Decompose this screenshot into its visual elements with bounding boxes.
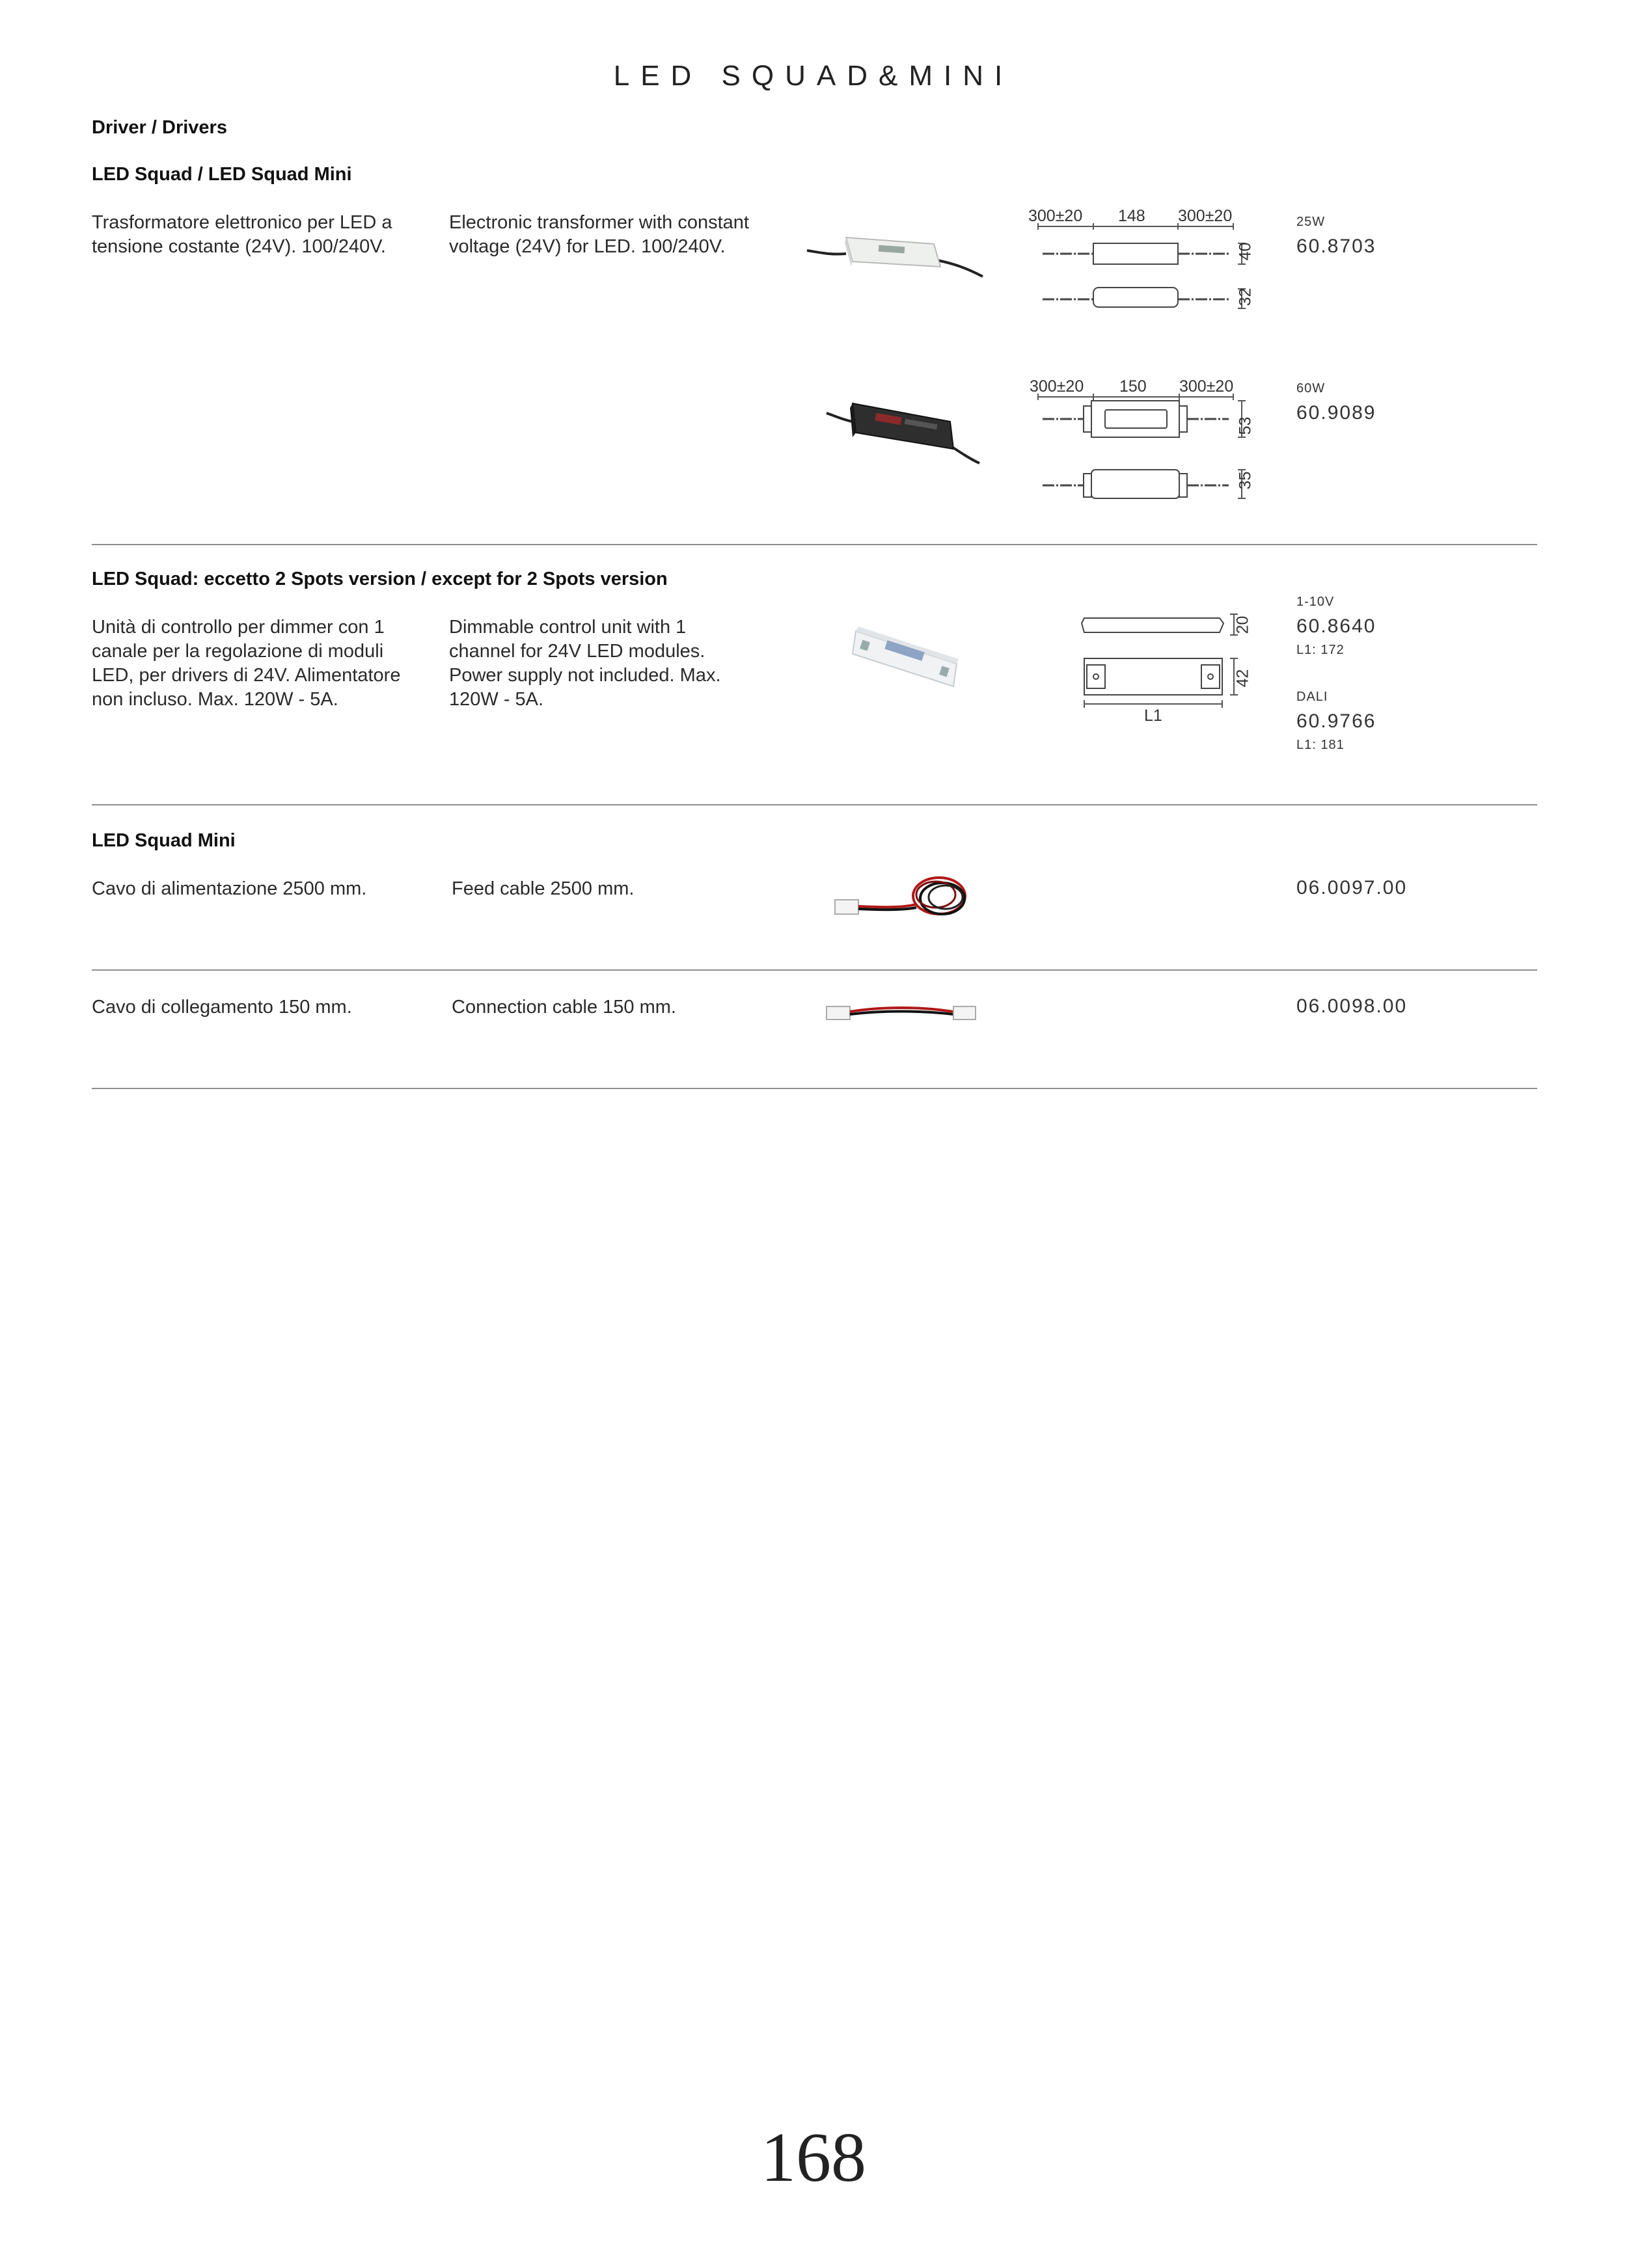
- row1-desc-it: Cavo di alimentazione 2500 mm.: [92, 878, 367, 899]
- dim3-height: 20: [1233, 615, 1252, 634]
- dim2-depth: 35: [1236, 471, 1255, 490]
- driver-25w-image: [807, 221, 983, 286]
- dim3-width: 42: [1233, 669, 1252, 688]
- dim3-drawing: [1080, 612, 1250, 729]
- item2-power: 60W: [1296, 381, 1326, 396]
- dim1-left: 300±20: [1028, 207, 1083, 225]
- variant-1-length: L1: 172: [1296, 643, 1345, 657]
- row1-desc-en: Feed cable 2500 mm.: [452, 878, 635, 899]
- row1-code: 06.0097.00: [1296, 877, 1408, 898]
- section-title: Driver / Drivers: [92, 117, 227, 138]
- connection-cable-image: [823, 992, 979, 1031]
- variant-2-label: DALI: [1296, 690, 1328, 704]
- divider: [92, 1088, 1537, 1089]
- variant-1-code: 60.8640: [1296, 615, 1376, 637]
- dim1-drawing: [1035, 221, 1256, 312]
- variant-1-label: 1-10V: [1296, 595, 1335, 609]
- item2-code: 60.9089: [1296, 402, 1376, 424]
- dim1-depth: 32: [1236, 288, 1255, 306]
- page-title: LED SQUAD&MINI: [613, 60, 1014, 92]
- dim1-height: 40: [1236, 242, 1255, 261]
- divider: [92, 544, 1537, 545]
- row2-desc-it: Cavo di collegamento 150 mm.: [92, 997, 352, 1018]
- group1-desc-it: Trasformatore elettronico per LED a tensione costante (24V). 100/240V.: [92, 212, 392, 257]
- group2-desc-en: Dimmable control unit with 1 channel for 24V LED modules. Power supply not included. Max. 120W - 5A.: [449, 617, 721, 710]
- dim2-height: 53: [1236, 416, 1255, 435]
- item1-code: 60.8703: [1296, 236, 1376, 257]
- group1-desc-en: Electronic transformer with constant voltage (24V) for LED. 100/240V.: [449, 212, 749, 257]
- group2-heading: LED Squad: eccetto 2 Spots version / except for 2 Spots version: [92, 569, 668, 589]
- dim3-length: L1: [1144, 707, 1162, 725]
- driver-60w-image: [827, 390, 983, 468]
- feed-cable-image: [832, 869, 1001, 934]
- dim1-right: 300±20: [1178, 207, 1233, 225]
- divider: [92, 969, 1537, 971]
- dimmer-unit-image: [849, 621, 963, 693]
- dim1-middle: 148: [1118, 207, 1145, 225]
- group2-desc-it: Unità di controllo per dimmer con 1 canale per la regolazione di moduli LED, per drivers di 24V. Alimentatore non incluso. Max. 120W - 5A.: [92, 617, 401, 710]
- group3-heading: LED Squad Mini: [92, 830, 236, 851]
- item1-power: 25W: [1296, 215, 1326, 229]
- dim2-drawing: [1035, 392, 1256, 496]
- row2-code: 06.0098.00: [1296, 995, 1408, 1017]
- group1-heading: LED Squad / LED Squad Mini: [92, 164, 352, 185]
- dim2-left: 300±20: [1030, 377, 1084, 396]
- variant-2-code: 60.9766: [1296, 710, 1376, 732]
- row2-desc-en: Connection cable 150 mm.: [452, 997, 676, 1018]
- page-number: 168: [761, 2119, 866, 2196]
- dim2-middle: 150: [1119, 377, 1147, 396]
- variant-2-length: L1: 181: [1296, 738, 1345, 752]
- dim2-right: 300±20: [1179, 377, 1234, 396]
- divider: [92, 804, 1537, 805]
